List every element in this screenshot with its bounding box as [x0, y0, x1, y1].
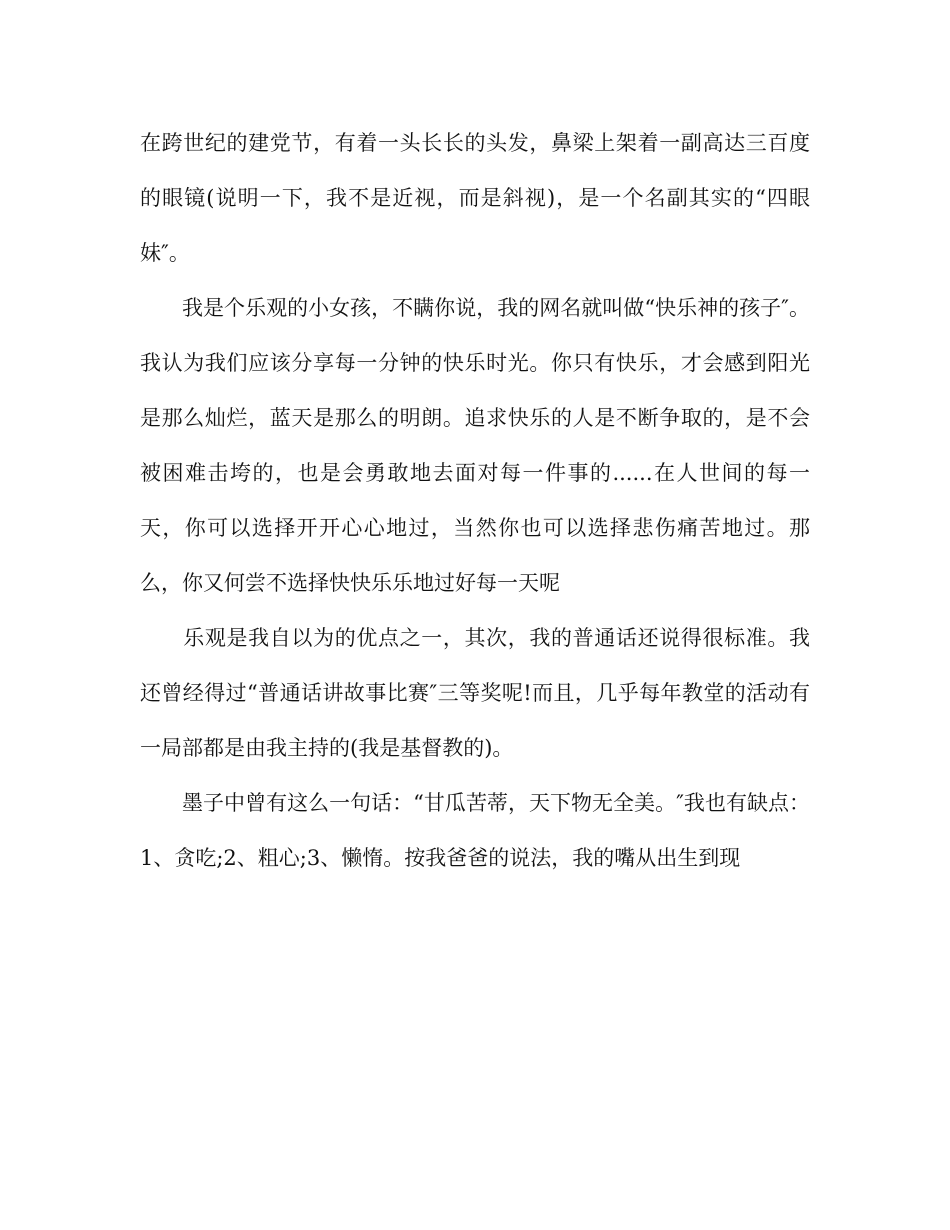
- paragraph-weaknesses: 墨子中曾有这么一句话：“甘瓜苦蒂，天下物无全美。″我也有缺点：1、贪吃;2、粗心;3、懒惰。按我爸爸的说法，我的嘴从出生到现: [140, 791, 810, 870]
- document-body: [140, 116, 810, 886]
- paragraph-optimism: 我是个乐观的小女孩，不瞒你说，我的网名就叫做“快乐神的孩子″。我认为我们应该分享每一分钟的快乐时光。你只有快乐，才会感到阳光是那么灿烂，蓝天是那么的明朗。追求快乐的人是不断争取的，是不会被困难击垮的，也是会勇敢地去面对每一件事的......在人世间的每一天，你可以选择开开心心地过，当然你也可以选择悲伤痛苦地过。那么，你又何尝不选择快快乐乐地过好每一天呢: [140, 296, 810, 595]
- paragraph-strengths: 乐观是我自以为的优点之一，其次，我的普通话还说得很标准。我还曾经得过“普通话讲故事比赛″三等奖呢!而且，几乎每年教堂的活动有一局部都是由我主持的(我是基督教的)。: [140, 626, 810, 760]
- paragraph-intro: 在跨世纪的建党节，有着一头长长的头发，鼻梁上架着一副高达三百度的眼镜(说明一下，我不是近视，而是斜视)，是一个名副其实的“四眼妹″。: [140, 131, 810, 265]
